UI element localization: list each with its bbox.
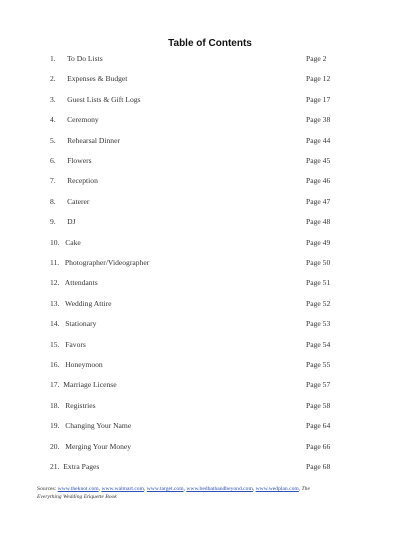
source-link[interactable]: www.theknot.com (57, 486, 99, 492)
toc-entry (0, 154, 420, 168)
toc-entry (0, 134, 420, 148)
toc-entry (0, 52, 420, 66)
toc-entry-page: Page 48 (306, 217, 331, 227)
toc-entry-label: 14. Stationary (50, 319, 97, 329)
toc-entry-label: 17. Marriage License (50, 380, 117, 390)
toc-entry (0, 72, 420, 86)
toc-entry-page: Page 38 (306, 115, 331, 125)
toc-entry-page: Page 50 (306, 258, 331, 267)
toc-entry (0, 297, 420, 311)
toc-entry-label: 9. DJ (50, 217, 76, 227)
source-book: The (301, 486, 310, 492)
toc-entry-label: 10. Cake (50, 237, 81, 247)
toc-entry-label: 2. Expenses & Budget (50, 74, 128, 84)
source-link[interactable]: www.bedbathandbeyond.com (186, 486, 253, 492)
toc-entry-page: Page 51 (306, 278, 331, 288)
toc-entry-label: 18. Registries (50, 400, 96, 410)
toc-entry-page: Page 45 (306, 156, 331, 165)
toc-entry (0, 440, 420, 454)
toc-entry (0, 93, 420, 107)
sources-prefix: Sources: (37, 486, 58, 492)
toc-entry (0, 399, 420, 413)
toc-entry (0, 419, 420, 433)
toc-entry-page: Page 57 (306, 380, 331, 390)
toc-entry-page: Page 49 (306, 237, 331, 247)
toc-entry (0, 256, 420, 270)
toc-entry-page: Page 53 (306, 319, 331, 329)
toc-entry (0, 174, 420, 188)
page-title: Table of Contents (168, 38, 252, 49)
toc-entry-page: Page 12 (306, 74, 331, 84)
source-link[interactable]: www.walmart.com (101, 486, 144, 492)
toc-entry-label: 7. Reception (50, 176, 98, 186)
toc-entry-label: 15. Favors (50, 339, 86, 349)
toc-entry (0, 236, 420, 250)
toc-entry-page: Page 46 (306, 176, 331, 186)
toc-entry-label: 5. Rehearsal Dinner (50, 135, 121, 145)
toc-entry-label: 20. Merging Your Money (50, 441, 132, 451)
toc-entry-page: Page 54 (306, 339, 331, 349)
toc-entry (0, 338, 420, 352)
toc-entry (0, 317, 420, 331)
toc-entry (0, 378, 420, 392)
toc-entry-label: 13. Wedding Attire (50, 298, 112, 308)
toc-entry-label: 11. Photographer/Videographer (50, 258, 150, 267)
toc-entry-page: Page 44 (306, 135, 331, 145)
source-link[interactable]: www.wedplan.com (255, 486, 299, 492)
toc-entry-label: 1. To Do Lists (50, 54, 103, 63)
toc-entry-page: Page 58 (306, 400, 331, 410)
toc-entry-page: Page 68 (306, 462, 331, 471)
toc-entry (0, 195, 420, 209)
toc-entry-label: 19. Changing Your Name (50, 421, 132, 431)
sources-footnote: Sources: www.theknot.com, www.walmart.com, www.target.com, www.bedbathandbeyond.com, www.wedplan.com, The Everything Wedding Etiquette Book (37, 486, 310, 500)
toc-entry-page: Page 47 (306, 196, 331, 206)
toc-entry-page: Page 66 (306, 441, 331, 451)
toc-entry-page: Page 55 (306, 360, 331, 369)
source-book-title: Everything Wedding Etiquette Book (37, 494, 117, 500)
toc-entry (0, 215, 420, 229)
toc-entry (0, 358, 420, 372)
toc-entry-page: Page 52 (306, 298, 331, 308)
toc-entry-label: 8. Caterer (50, 196, 90, 206)
toc-entry-label: 4. Ceremony (50, 115, 99, 125)
toc-entry-label: 12. Attendants (50, 278, 98, 288)
toc-entry (0, 276, 420, 290)
toc-entry-page: Page 2 (306, 54, 327, 63)
toc-entry (0, 460, 420, 474)
toc-entry-label: 3. Guest Lists & Gift Logs (50, 94, 141, 104)
toc-entry-label: 21. Extra Pages (50, 462, 100, 471)
toc-entry (0, 113, 420, 127)
toc-entry-label: 16. Honeymoon (50, 360, 103, 369)
toc-entry-label: 6. Flowers (50, 156, 92, 165)
toc-entry-page: Page 64 (306, 421, 331, 431)
toc-entry-page: Page 17 (306, 94, 331, 104)
source-link[interactable]: www.target.com (146, 486, 184, 492)
